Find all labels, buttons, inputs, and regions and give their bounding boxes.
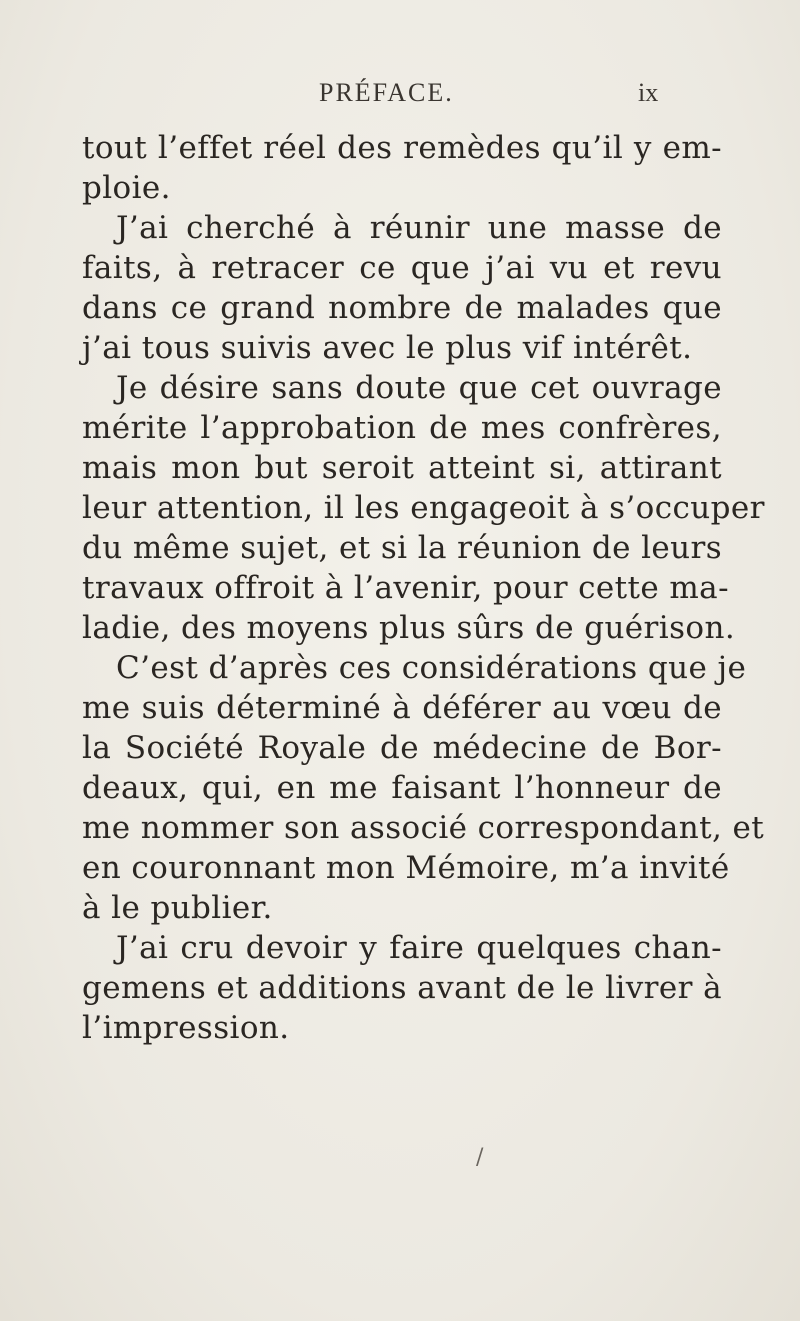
text-line: me nommer son associé correspondant, et	[82, 810, 765, 846]
text-line: ladie, des moyens plus sûrs de guérison.	[82, 610, 736, 646]
running-head: PRÉFACE.	[319, 78, 454, 107]
paragraph-start-line: Je désire sans doute que cet ouvrage	[116, 370, 722, 406]
text-line: gemens et additions avant de le livrer à	[82, 970, 722, 1006]
text-line: travaux offroit à l’avenir, pour cette ma-	[82, 570, 729, 606]
text-line: dans ce grand nombre de malades que	[82, 290, 722, 326]
footer-mark: /	[476, 1145, 484, 1170]
text-line: tout l’effet réel des remèdes qu’il y em-	[82, 130, 722, 166]
text-line: mais mon but seroit atteint si, attirant	[82, 450, 722, 486]
page-number: ix	[638, 78, 659, 107]
text-line: mérite l’approbation de mes confrères,	[82, 410, 722, 446]
text-line: la Société Royale de médecine de Bor-	[82, 730, 722, 766]
text-line: l’impression.	[82, 1010, 290, 1046]
text-line: j’ai tous suivis avec le plus vif intérêt.	[82, 330, 693, 366]
paragraph-start-line: J’ai cru devoir y faire quelques chan-	[116, 930, 722, 966]
body-text	[82, 128, 765, 1048]
text-line: à le publier.	[82, 890, 273, 926]
text-line: du même sujet, et si la réunion de leurs	[82, 530, 723, 566]
paragraph-start-line: J’ai cherché à réunir une masse de	[116, 210, 722, 246]
page-header	[0, 78, 800, 118]
text-line: ploie.	[82, 170, 171, 206]
text-line: me suis déterminé à déférer au vœu de	[82, 690, 722, 726]
text-line: faits, à retracer ce que j’ai vu et revu	[82, 250, 722, 286]
text-line: en couronnant mon Mémoire, m’a invité	[82, 850, 730, 886]
text-line: deaux, qui, en me faisant l’honneur de	[82, 770, 722, 806]
paragraph-start-line: C’est d’après ces considérations que je	[116, 650, 747, 686]
text-line: leur attention, il les engageoit à s’occuper	[82, 490, 765, 526]
